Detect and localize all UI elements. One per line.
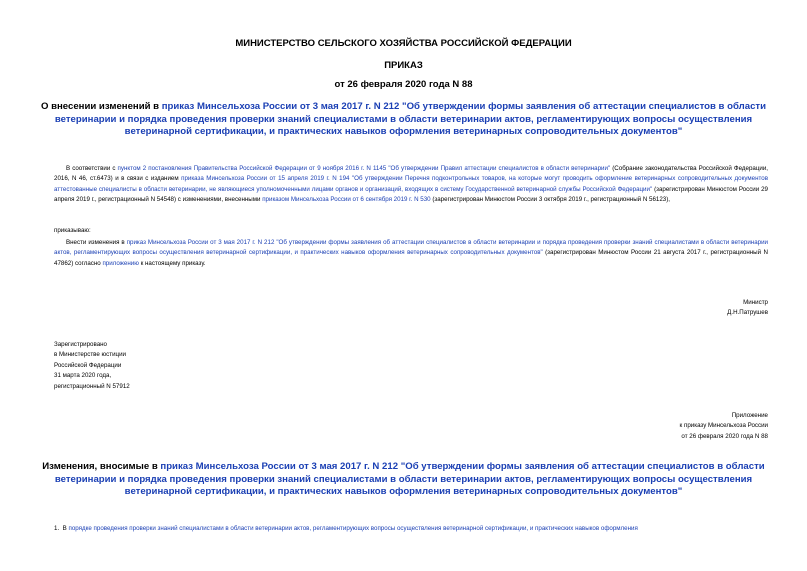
item-1-text: В: [62, 525, 69, 532]
signature-block: [600, 298, 768, 319]
registration-line: Зарегистрировано: [54, 341, 107, 348]
registration-block: [54, 340, 254, 392]
changes-title-prefix: Изменения, вносимые в: [42, 461, 161, 472]
preamble-text-2: (Собрание законодательства Российской Федерации, 2016, N 46, ст.6473) и в связи с изданием: [54, 165, 768, 183]
document-type: ПРИКАЗ: [384, 60, 423, 71]
preamble-paragraph: [54, 164, 768, 206]
appendix-line: от 26 февраля 2020 года N 88: [681, 432, 768, 440]
registration-line: 31 марта 2020 года,: [54, 372, 112, 380]
item-1: [54, 524, 768, 534]
item-1-number: 1.: [54, 525, 60, 532]
ministry-heading: МИНИСТЕРСТВО СЕЛЬСКОГО ХОЗЯЙСТВА РОССИЙСКОЙ ФЕДЕРАЦИИ: [235, 38, 572, 49]
order-text-2: (зарегистрирован Минюстом России 21 августа 2017 г., регистрационный N 47862) согласно: [54, 249, 768, 267]
appendix-block: [560, 411, 768, 442]
item-1-link[interactable]: порядке проведения проверки знаний специалистами в области ветеринарии актов, регламентирующих вопросы осуществления ветеринарной сертификации, и практических навыков оформления: [68, 525, 638, 532]
changes-title-link[interactable]: приказ Минсельхоза России от 3 мая 2017 г. N 212 "Об утверждении формы заявления об аттестации специалистов в области ветеринарии и порядка проведения проверки знаний специалистами в области ветеринарии актов, регламентирующих вопросы осуществления ветеринарной сертификации, и практических навыков оформления ветеринарных сопроводительных документов": [54, 461, 765, 497]
order-link-212[interactable]: приказ Минсельхоза России от 3 мая 2017 г. N 212 "Об утверждении формы заявления об аттестации специалистов в области ветеринарии и порядка проведения проверки знаний специалистами в области ветеринарии актов, регламентирующих вопросы осуществления ветеринарной сертификации, и практических навыков оформления ветеринарных сопроводительных документов": [54, 239, 768, 257]
preamble-link-order-530[interactable]: приказом Минсельхоза России от 6 сентября 2019 г. N 530: [262, 196, 431, 204]
changes-title: [40, 461, 767, 499]
preamble-text-4: (зарегистрирован Минюстом России 3 октября 2019 г., регистрационный N 56123),: [430, 196, 671, 204]
signature-name: Д.Н.Патрушев: [727, 309, 768, 317]
document-date: от 26 февраля 2020 года N 88: [334, 79, 473, 90]
registration-line: регистрационный N 57912: [54, 382, 130, 390]
registration-line: в Министерстве юстиции: [54, 351, 127, 359]
document-title: [40, 101, 767, 139]
preamble-link-resolution[interactable]: пунктом 2 постановления Правительства Российской Федерации от 9 ноября 2016 г. N 1145 "Об утверждении Правил аттестации специалистов в области ветеринарии": [117, 165, 611, 172]
order-word: приказываю:: [54, 227, 91, 234]
appendix-line: к приказу Минсельхоза России: [679, 422, 768, 430]
order-text-1: Внести изменения в: [66, 239, 127, 246]
order-paragraph: [54, 238, 768, 269]
registration-line: Российской Федерации: [54, 361, 122, 369]
signature-role: Министр: [743, 299, 768, 306]
title-prefix: О внесении изменений в: [40, 101, 162, 112]
title-link[interactable]: приказ Минсельхоза России от 3 мая 2017 г. N 212 "Об утверждении формы заявления об аттестации специалистов в области ветеринарии и порядка проведения проверки знаний специалистами в области ветеринарии актов, регламентирующих вопросы осуществления ветеринарной сертификации, и практических навыков оформления ветеринарных сопроводительных документов": [54, 101, 767, 137]
preamble-text-3: (зарегистрирован Минюстом России 29 апреля 2019 г., регистрационный N 54548) с изменениями, внесенными: [54, 185, 768, 204]
appendix-label: Приложение: [731, 412, 768, 419]
order-link-appendix[interactable]: приложению: [102, 259, 139, 267]
preamble-text-1: В соответствии с: [66, 165, 118, 172]
preamble-link-order-194[interactable]: приказа Минсельхоза России от 15 апреля 2019 г. N 194 "Об утверждении Перечня подконтрольных товаров, на которые могут проводить оформление ветеринарных сопроводительных документов аттестованные специалисты в области ветеринарии, не являющиеся уполномоченными лицами органов и организаций, входящих в систему Государственной ветеринарной службы Российской Федерации": [54, 175, 768, 193]
order-text-3: к настоящему приказу.: [138, 259, 206, 267]
